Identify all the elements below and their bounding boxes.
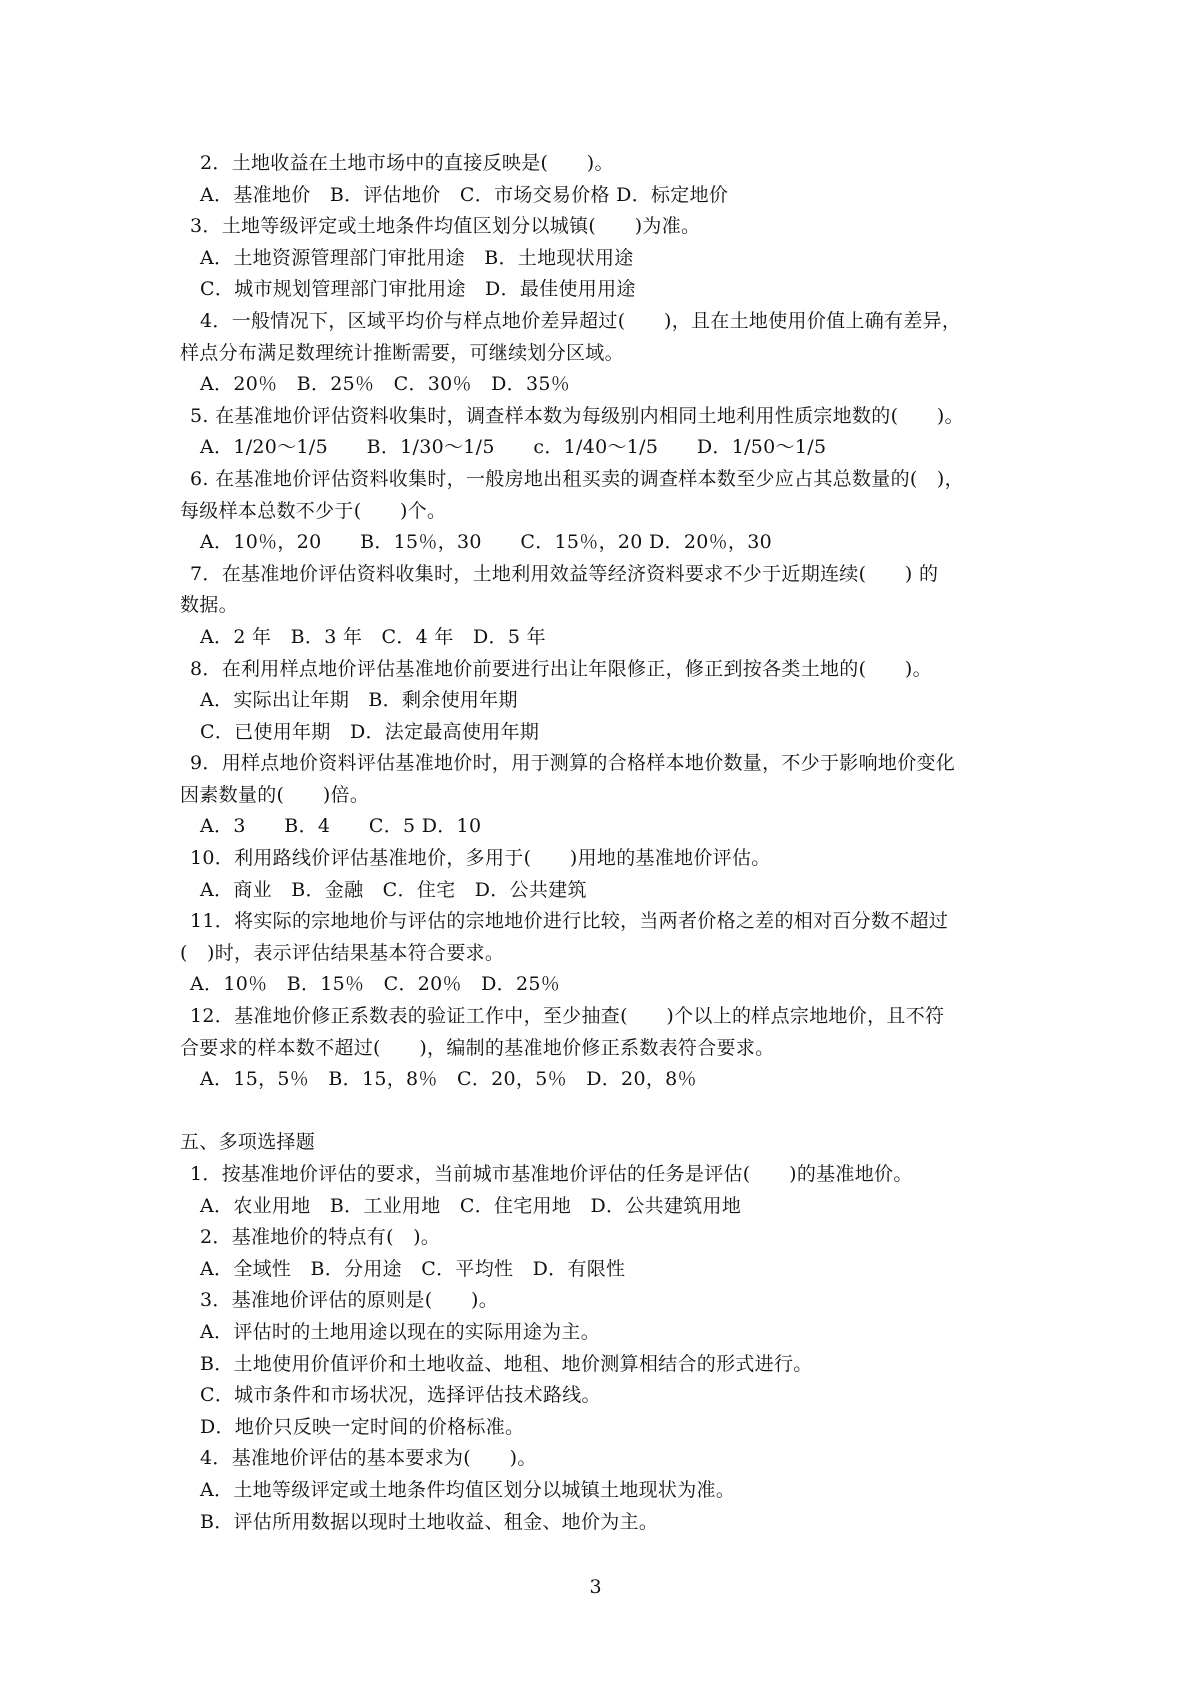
section-title: 五、多项选择题 (180, 1131, 316, 1154)
option-line: A．15，5％ B．15，8％ C．20，5％ D．20，8％ (200, 1068, 697, 1091)
question-text-cont: ( )时，表示评估结果基本符合要求。 (180, 941, 505, 964)
question-text: 5. 在基准地价评估资料收集时，调查样本数为每级别内相同土地利用性质宗地数的( )。 (190, 404, 964, 427)
option-line: A．土地资源管理部门审批用途 B．土地现状用途 (200, 246, 634, 269)
question-text-cont: 样点分布满足数理统计推断需要，可继续划分区域。 (180, 341, 624, 364)
option-line: A．实际出让年期 B．剩余使用年期 (200, 689, 518, 712)
option-line: C．城市条件和市场状况，选择评估技术路线。 (200, 1384, 601, 1407)
option-line: A．评估时的土地用途以现在的实际用途为主。 (200, 1320, 601, 1343)
section-gap (180, 1096, 1020, 1128)
question-text-cont: 因素数量的( )倍。 (180, 783, 370, 806)
option-line: C．城市规划管理部门审批用途 D．最佳使用用途 (200, 278, 636, 301)
question-text: 2．土地收益在土地市场中的直接反映是( )。 (200, 152, 614, 174)
question-text-cont: 合要求的样本数不超过( )，编制的基准地价修正系数表符合要求。 (180, 1036, 775, 1059)
question-text-cont: 数据。 (180, 594, 238, 617)
option-line: A．3 B．4 C．5 D．10 (200, 815, 482, 838)
question-text: 2．基准地价的特点有( )。 (200, 1226, 441, 1249)
document-page (180, 148, 1020, 1538)
option-line: A．商业 B．金融 C．住宅 D．公共建筑 (200, 878, 587, 901)
option-line: C．已使用年期 D．法定最高使用年期 (200, 720, 540, 743)
question-text: 9．用样点地价资料评估基准地价时，用于测算的合格样本地价数量，不少于影响地价变化 (190, 752, 956, 775)
option-line: A．土地等级评定或土地条件均值区划分以城镇土地现状为准。 (200, 1478, 736, 1501)
question-text: 10．利用路线价评估基准地价，多用于( )用地的基准地价评估。 (190, 847, 771, 870)
option-line: B．土地使用价值评价和土地收益、地租、地价测算相结合的形式进行。 (200, 1352, 813, 1375)
question-text: 12．基准地价修正系数表的验证工作中，至少抽查( )个以上的样点宗地地价，且不符 (190, 1005, 945, 1028)
page-number: 3 (589, 1576, 602, 1598)
question-text: 3．基准地价评估的原则是( )。 (200, 1289, 499, 1312)
question-text-cont: 每级样本总数不少于( )个。 (180, 499, 447, 522)
option-line: A．10％，20 B．15％，30 C．15％，20 D．20％，30 (200, 531, 773, 554)
question-text: 6. 在基准地价评估资料收集时，一般房地出租买卖的调查样本数至少应占其总数量的( )， (190, 467, 964, 490)
question-text: 4．一般情况下，区域平均价与样点地价差异超过( )，且在土地使用价值上确有差异， (200, 309, 962, 332)
option-line: A．20％ B．25％ C．30％ D．35％ (200, 373, 571, 396)
option-line: A．10％ B．15％ C．20％ D．25％ (190, 973, 561, 996)
option-line: A．农业用地 B．工业用地 C．住宅用地 D．公共建筑用地 (200, 1194, 742, 1217)
question-text: 1．按基准地价评估的要求，当前城市基准地价评估的任务是评估( )的基准地价。 (190, 1163, 913, 1185)
option-line: A．2 年 B．3 年 C．4 年 D．5 年 (200, 625, 546, 648)
option-line: A．全域性 B．分用途 C．平均性 D．有限性 (200, 1257, 626, 1280)
option-line: A．1/20～1/5 B．1/30～1/5 c．1/40～1/5 D．1/50～1/5 (200, 436, 827, 459)
question-text: 11．将实际的宗地地价与评估的宗地地价进行比较，当两者价格之差的相对百分数不超过 (190, 910, 949, 933)
question-text: 7．在基准地价评估资料收集时，土地利用效益等经济资料要求不少于近期连续( ) 的 (190, 562, 939, 585)
question-text: 4．基准地价评估的基本要求为( )。 (200, 1447, 537, 1470)
option-line: B．评估所用数据以现时土地收益、租金、地价为主。 (200, 1510, 659, 1533)
option-line: A．基准地价 B．评估地价 C．市场交易价格 D．标定地价 (200, 183, 729, 206)
question-text: 3．土地等级评定或土地条件均值区划分以城镇( )为准。 (190, 215, 701, 238)
option-line: D．地价只反映一定时间的价格标准。 (200, 1415, 525, 1438)
question-text: 8．在利用样点地价评估基准地价前要进行出让年限修正，修正到按各类土地的( )。 (190, 657, 932, 680)
